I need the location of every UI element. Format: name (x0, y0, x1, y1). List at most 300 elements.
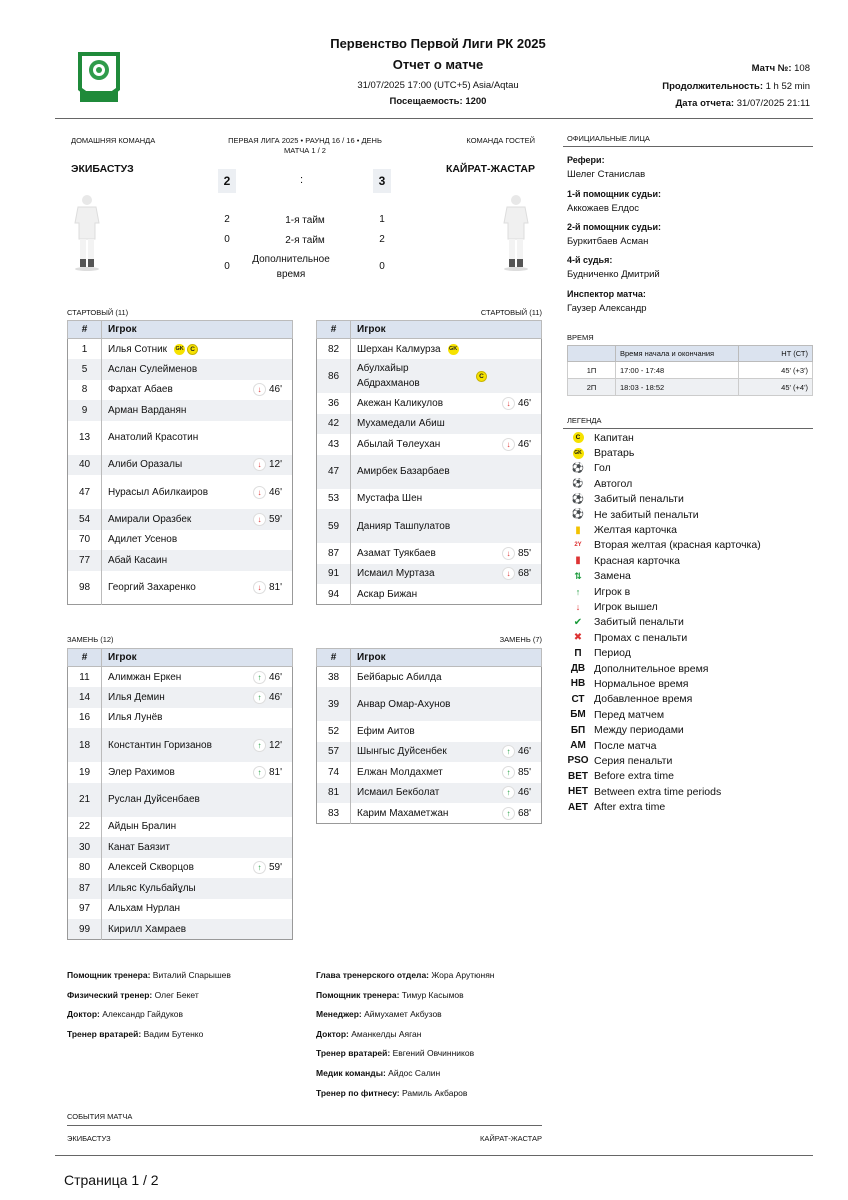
score-separator: : (300, 174, 304, 186)
time-range: 17:00 - 17:48 (616, 362, 739, 379)
table-row (68, 509, 293, 530)
substitution-icon: ⇅ (574, 570, 582, 581)
match-duration: Продолжительность: 1 h 52 min (662, 81, 810, 92)
col-player: Игрок (351, 649, 542, 667)
table-header (68, 321, 293, 339)
staff-role: Тренер вратарей: (67, 1028, 142, 1039)
player-name: Мухамедали Абиш (357, 418, 445, 430)
player-out-icon: ↓ (502, 547, 515, 560)
match-number: Матч №: 108 (751, 63, 810, 74)
staff-role: Менеджер: (316, 1009, 362, 1020)
table-row (68, 728, 293, 762)
table-row (317, 455, 542, 489)
substitution-in (253, 690, 282, 705)
player-name: Бейбарыс Абилда (357, 671, 442, 683)
staff-name: Олег Бекет (154, 989, 199, 1000)
substitution-in (502, 765, 531, 780)
player-number: 74 (317, 762, 351, 783)
legend-item (567, 476, 813, 491)
official-inspector: Инспектор матча: Гаузер Александр (567, 289, 647, 314)
legend-text: Before extra time (594, 770, 674, 783)
legend-text: Капитан (594, 431, 634, 444)
staff-member (67, 1025, 307, 1045)
table-row (68, 455, 293, 476)
player-number: 86 (317, 359, 351, 393)
footer-divider (55, 1155, 813, 1156)
player-in-icon: ↑ (502, 807, 515, 820)
table-row (68, 762, 293, 783)
player-out-icon: ↓ (502, 397, 515, 410)
table-row (317, 543, 542, 564)
player-number: 40 (68, 455, 102, 476)
player-number: 8 (68, 380, 102, 401)
legend-text: Перед матчем (594, 708, 665, 721)
player-name: Ильяс Кульбайұлы (108, 882, 196, 894)
legend-item (567, 553, 813, 568)
report-date: Дата отчета: 31/07/2025 21:11 (675, 98, 810, 109)
player-out-icon: ↓ (575, 601, 581, 612)
player-name: Константин Горизанов (108, 739, 212, 751)
player-number: 82 (317, 339, 351, 360)
player-name: Анатолий Красотин (108, 432, 199, 443)
player-number: 22 (68, 817, 102, 838)
player-out-icon: ↓ (502, 438, 515, 451)
legend-item (567, 461, 813, 476)
legend-text: Забитый пенальти (594, 493, 684, 506)
time-ht: 45' (+3') (739, 362, 813, 379)
player-in-icon: ↑ (253, 691, 266, 704)
substitution-in (502, 744, 531, 759)
player-name: Азамат Туякбаев (357, 547, 436, 559)
substitution-out (253, 485, 282, 500)
away-subs-table (316, 648, 542, 824)
legend-item (567, 738, 813, 753)
legend-item (567, 615, 813, 630)
player-name: Аслан Сулейменов (108, 363, 198, 375)
player-name: Амирбек Базарбаев (357, 466, 450, 477)
table-row (68, 919, 293, 940)
player-name: Исмаил Бекболат (357, 787, 440, 799)
table-row (68, 667, 293, 688)
events-caption: СОБЫТИЯ МАТЧА (67, 1112, 133, 1121)
player-in-icon: ↑ (502, 766, 515, 779)
player-number: 99 (68, 919, 102, 940)
legend-text: Добавленное время (594, 693, 693, 706)
player-number: 53 (317, 489, 351, 510)
home-period-1: 2 (224, 214, 230, 225)
staff-role: Помощник тренера: (316, 989, 400, 1000)
table-row (68, 421, 293, 455)
period-1-label: 1-я тайм (285, 215, 325, 226)
player-name: Анвар Омар-Ахунов (357, 698, 451, 710)
official-referee: Рефери: Шелег Станислав (567, 155, 646, 180)
player-number: 14 (68, 687, 102, 708)
player-name: Карим Махаметжан (357, 807, 449, 819)
col-number: # (68, 649, 102, 667)
player-name: Айдын Бралин (108, 821, 177, 833)
player-number: 57 (317, 742, 351, 763)
table-row (68, 817, 293, 838)
table-row (68, 400, 293, 421)
staff-role: Медик команды: (316, 1067, 386, 1078)
legend-text: Серия пенальти (594, 754, 673, 767)
substitution-in (253, 860, 282, 875)
substitution-minute: 81' (268, 766, 282, 778)
time-col-range: Время начала и окончания (616, 346, 739, 362)
player-number: 52 (317, 721, 351, 742)
table-row (317, 359, 542, 393)
staff-member (67, 966, 307, 986)
legend-text: Вратарь (594, 447, 635, 460)
legend-text: Нормальное время (594, 677, 689, 690)
legend-text: После матча (594, 739, 657, 752)
legend-item (567, 430, 813, 445)
penalty-missed-icon: ⚽ (571, 509, 585, 521)
col-player: Игрок (102, 649, 293, 667)
player-name: Абулхайыр Абдрахманов (357, 363, 420, 389)
away-start-table (316, 320, 542, 605)
legend-text: Желтая карточка (594, 524, 678, 537)
away-period-2: 2 (379, 234, 385, 245)
table-row (317, 762, 542, 783)
events-home-team: ЭКИБАСТУЗ (67, 1134, 111, 1143)
legend-abbreviation: АМ (570, 740, 586, 751)
table-row (68, 687, 293, 708)
staff-member (316, 1064, 576, 1084)
legend-abbreviation: БМ (570, 709, 586, 721)
match-datetime: 31/07/2025 17:00 (UTC+5) Asia/Aqtau (357, 80, 519, 91)
player-number: 43 (317, 434, 351, 455)
staff-member (316, 1005, 576, 1025)
legend-text: Дополнительное время (594, 662, 709, 675)
substitution-out (253, 457, 282, 472)
staff-name: Евгений Овчинников (392, 1048, 475, 1059)
staff-name: Тимур Касымов (401, 989, 464, 1000)
away-period-extra: 0 (379, 261, 385, 272)
table-row (68, 339, 293, 360)
home-kit-icon (72, 193, 102, 273)
player-name: Алексей Скворцов (108, 862, 194, 874)
table-row (317, 721, 542, 742)
player-name: Георгий Захаренко (108, 581, 196, 593)
substitution-in (253, 765, 282, 780)
player-out-icon: ↓ (502, 567, 515, 580)
staff-name: Жора Арутюнян (431, 970, 495, 980)
round-caption: ПЕРВАЯ ЛИГА 2025 • РАУНД 16 / 16 • ДЕНЬ МАТЧА 1 / 2 (228, 136, 382, 155)
penalty-shootout-scored-icon: ✔ (573, 616, 583, 628)
legend-item (567, 569, 813, 584)
legend-item (567, 692, 813, 707)
table-row (317, 584, 542, 605)
legend-item (567, 630, 813, 645)
legend-text: Замена (594, 570, 631, 583)
substitution-minute: 46' (268, 671, 282, 683)
legend-item (567, 645, 813, 660)
home-period-2: 0 (224, 234, 230, 245)
table-row (68, 878, 293, 899)
legend-abbreviation: AET (568, 801, 588, 813)
legend-item (567, 584, 813, 599)
table-row (68, 530, 293, 551)
player-out-icon: ↓ (253, 513, 266, 526)
player-name: Исмаил Муртаза (357, 568, 435, 580)
table-header (68, 649, 293, 667)
report-title: Первенство Первой Лиги РК 2025 (330, 36, 546, 51)
player-out-icon: ↓ (253, 458, 266, 471)
substitution-minute: 68' (517, 807, 531, 819)
player-number: 18 (68, 728, 102, 762)
table-row (68, 550, 293, 571)
player-name: Елжан Молдахмет (357, 766, 443, 778)
legend-caption: ЛЕГЕНДА (567, 416, 602, 425)
player-name: Фархат Абаев (108, 384, 173, 396)
substitution-minute: 46' (517, 438, 531, 450)
col-player: Игрок (102, 321, 293, 339)
player-name: Илья Лунёв (108, 712, 163, 724)
legend-item (567, 538, 813, 553)
away-score: 3 (373, 169, 391, 193)
staff-name: Вадим Бутенко (143, 1028, 204, 1039)
player-number: 19 (68, 762, 102, 783)
goalkeeper-icon: GK (448, 344, 459, 355)
substitution-minute: 46' (517, 397, 531, 409)
substitution-out (502, 566, 531, 581)
player-out-icon: ↓ (253, 486, 266, 499)
player-number: 87 (317, 543, 351, 564)
legend-item (567, 445, 813, 460)
goalkeeper-icon: GK (567, 448, 589, 459)
header-divider (55, 118, 813, 119)
player-number: 5 (68, 359, 102, 380)
table-row (317, 509, 542, 543)
table-header (317, 321, 542, 339)
player-number: 1 (68, 339, 102, 360)
staff-role: Помощник тренера: (67, 970, 151, 980)
legend-abbreviation: PSO (567, 755, 589, 767)
captain-icon: C (567, 432, 589, 443)
goalkeeper-icon: GK (174, 344, 185, 355)
legend-text: Игрок вышел (594, 600, 658, 613)
away-subs-caption: ЗАМЕНЬ (7) (499, 635, 542, 644)
legend-abbreviation: ДВ (570, 663, 586, 675)
legend-text: Промах с пенальти (594, 631, 688, 644)
away-team-name: КАЙРАТ-ЖАСТАР (445, 163, 535, 175)
legend-abbreviation: П (574, 647, 582, 659)
home-staff (67, 966, 307, 1044)
period-2-label: 2-я тайм (285, 235, 325, 246)
player-number: 54 (68, 509, 102, 530)
second-yellow-icon: 2Y (574, 542, 582, 549)
yellow-card-icon: ▮ (575, 524, 581, 536)
player-number: 91 (317, 564, 351, 585)
substitution-in (502, 785, 531, 800)
legend-item (567, 769, 813, 784)
staff-role: Физический тренер: (67, 989, 153, 1000)
home-score: 2 (218, 169, 236, 193)
captain-icon: C (187, 344, 198, 355)
table-row (317, 803, 542, 824)
away-period-1: 1 (379, 214, 385, 225)
table-row (317, 393, 542, 414)
time-col-ht: HT (СТ) (739, 346, 813, 362)
substitution-minute: 12' (268, 459, 282, 471)
staff-name: Александр Гайдуков (102, 1009, 184, 1020)
col-number: # (317, 649, 351, 667)
legend-text: Между периодами (594, 724, 684, 737)
legend-text: Красная карточка (594, 554, 680, 567)
time-period: 2П (568, 379, 616, 396)
legend-item (567, 784, 813, 799)
player-number: 87 (68, 878, 102, 899)
legend-item (567, 799, 813, 814)
red-card-icon: ▮ (575, 555, 581, 567)
goal-icon: ⚽ (571, 462, 585, 474)
legend-item (567, 492, 813, 507)
legend-abbreviation: СТ (571, 693, 585, 705)
player-name: Арман Варданян (108, 404, 187, 416)
player-name: Шерхан Калмурза (357, 343, 441, 355)
substitution-out (502, 546, 531, 561)
player-name: Альхам Нурлан (108, 903, 181, 915)
player-number: 16 (68, 708, 102, 729)
player-in-icon: ↑ (253, 861, 266, 874)
col-player: Игрок (351, 321, 542, 339)
col-number: # (317, 321, 351, 339)
table-header (317, 649, 542, 667)
player-name: Кирилл Хамраев (108, 923, 187, 935)
staff-member (67, 1005, 307, 1025)
table-row (317, 667, 542, 688)
league-logo (74, 50, 124, 106)
staff-member (67, 986, 307, 1006)
legend-text: Забитый пенальти (594, 616, 684, 629)
officials-caption: ОФИЦИАЛЬНЫЕ ЛИЦА (567, 134, 650, 143)
player-number: 77 (68, 550, 102, 571)
player-number: 59 (317, 509, 351, 543)
away-start-caption: СТАРТОВЫЙ (11) (480, 308, 542, 317)
legend-text: Игрок в (594, 585, 631, 598)
player-name: Амирали Оразбек (108, 513, 192, 525)
staff-name: Виталий Спарышев (152, 970, 231, 980)
player-name: Шынгыс Дуйсенбек (357, 746, 447, 758)
time-range: 18:03 - 18:52 (616, 379, 739, 396)
legend-text: Between extra time periods (594, 785, 722, 798)
substitution-minute: 81' (268, 581, 282, 593)
staff-role: Тренер по фитнесу: (316, 1087, 400, 1098)
substitution-minute: 59' (268, 862, 282, 874)
penalty-shootout-missed-icon: ✖ (573, 632, 583, 644)
player-in-icon: ↑ (253, 671, 266, 684)
home-caption: ДОМАШНЯЯ КОМАНДА (71, 136, 156, 145)
home-subs-caption: ЗАМЕНЬ (12) (67, 635, 114, 644)
player-in-icon: ↑ (502, 745, 515, 758)
away-staff (316, 966, 576, 1103)
legend-abbreviation: BET (568, 770, 588, 782)
player-number: 21 (68, 783, 102, 817)
substitution-in (502, 806, 531, 821)
player-out-icon: ↓ (253, 383, 266, 396)
player-name: Алиби Оразалы (108, 459, 183, 471)
player-name: Канат Баязит (108, 841, 170, 853)
table-row (317, 339, 542, 360)
player-name: Данияр Ташпулатов (357, 520, 451, 532)
time-caption: ВРЕМЯ (567, 333, 594, 342)
staff-name: Аманкелды Аяган (351, 1028, 422, 1039)
table-row (68, 571, 293, 605)
player-number: 38 (317, 667, 351, 688)
table-row (68, 708, 293, 729)
home-start-caption: СТАРТОВЫЙ (11) (67, 308, 129, 317)
staff-role: Тренер вратарей: (316, 1048, 391, 1059)
col-number: # (68, 321, 102, 339)
player-in-icon: ↑ (575, 586, 581, 597)
legend-text: Гол (594, 462, 611, 475)
legend-item (567, 522, 813, 537)
player-number: 70 (68, 530, 102, 551)
table-row (317, 564, 542, 585)
staff-member (316, 966, 576, 986)
legend-text: Не забитый пенальти (594, 508, 699, 521)
player-name: Ефим Аитов (357, 725, 415, 737)
events-divider (67, 1125, 542, 1126)
legend-abbreviation: HET (568, 786, 588, 798)
table-row (317, 434, 542, 455)
player-name: Акежан Каликулов (357, 397, 444, 409)
player-name: Мустафа Шен (357, 493, 423, 505)
substitution-minute: 12' (268, 739, 282, 751)
substitution-minute: 46' (268, 486, 282, 498)
legend-text: Период (594, 647, 631, 660)
substitution-minute: 85' (517, 766, 531, 778)
legend-item (567, 676, 813, 691)
player-number: 36 (317, 393, 351, 414)
player-number: 98 (68, 571, 102, 605)
substitution-out (253, 512, 282, 527)
report-subtitle: Отчет о матче (392, 57, 484, 72)
player-name: Нурасыл Абилкаиров (108, 486, 209, 498)
page-number: Страница 1 / 2 (64, 1172, 159, 1188)
home-team-name: ЭКИБАСТУЗ (71, 163, 134, 175)
official-assistant-1: 1-й помощник судьи: Аккожаев Елдос (567, 189, 662, 214)
legend-item (567, 661, 813, 676)
substitution-minute: 46' (517, 787, 531, 799)
events-away-team: КАЙРАТ-ЖАСТАР (479, 1134, 542, 1143)
legend-item (567, 507, 813, 522)
table-row (68, 380, 293, 401)
player-number: 39 (317, 687, 351, 721)
home-subs-table (67, 648, 293, 940)
player-number: 30 (68, 837, 102, 858)
legend-item (567, 707, 813, 722)
table-row (68, 858, 293, 879)
table-row (68, 783, 293, 817)
substitution-minute: 46' (268, 691, 282, 703)
table-row (317, 489, 542, 510)
legend-item (567, 722, 813, 737)
staff-member (316, 1025, 576, 1045)
away-kit-icon (501, 193, 531, 273)
legend-list (567, 430, 813, 815)
time-period: 1П (568, 362, 616, 379)
legend-item (567, 753, 813, 768)
substitution-in (253, 670, 282, 685)
player-in-icon: ↑ (502, 786, 515, 799)
player-name: Абылай Төлеухан (357, 438, 441, 450)
table-row (68, 899, 293, 920)
officials-divider (563, 146, 813, 147)
player-number: 83 (317, 803, 351, 824)
substitution-out (253, 382, 282, 397)
